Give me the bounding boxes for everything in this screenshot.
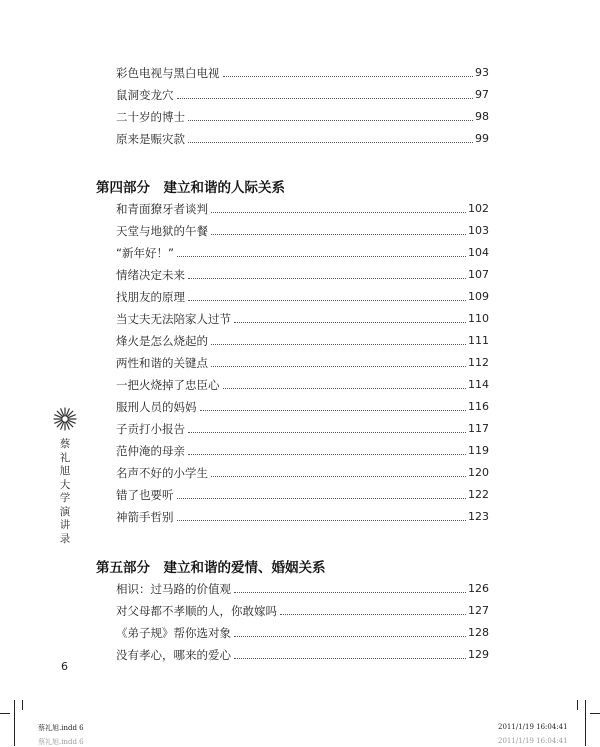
- section-heading-part4: 第四部分 建立和谐的人际关系: [96, 180, 285, 196]
- toc-entry-page: 109: [468, 290, 489, 303]
- toc-entry[interactable]: [116, 352, 489, 370]
- toc-entry-title: 名声不好的小学生: [116, 466, 208, 480]
- title-char: 礼: [59, 451, 71, 464]
- toc-entry-page: 126: [468, 582, 489, 595]
- crop-mark: [590, 713, 600, 714]
- toc-entry[interactable]: [116, 62, 489, 80]
- toc-entry-title: 烽火是怎么烧起的: [116, 334, 208, 348]
- leader-dots: [211, 344, 466, 345]
- leader-dots: [188, 454, 466, 455]
- leader-dots: [200, 410, 467, 411]
- toc-entry[interactable]: [116, 622, 489, 640]
- toc-entry[interactable]: [116, 644, 489, 662]
- toc-entry-title: 相识：过马路的价值观: [116, 582, 231, 596]
- toc-entry-title: 服刑人员的妈妈: [116, 400, 197, 414]
- toc-entry-title: 二十岁的博士: [116, 110, 185, 124]
- crop-mark: [585, 700, 586, 746]
- toc-entry[interactable]: [116, 84, 489, 102]
- toc-entry[interactable]: [116, 220, 489, 238]
- leader-dots: [177, 520, 467, 521]
- toc-entry-page: 104: [468, 246, 489, 259]
- toc-entry[interactable]: [116, 506, 489, 524]
- page-number: 6: [61, 660, 68, 673]
- toc-entry[interactable]: [116, 330, 489, 348]
- leader-dots: [211, 234, 466, 235]
- toc-entry-page: 111: [468, 334, 489, 347]
- toc-entry-title: 当丈夫无法陪家人过节: [116, 312, 231, 326]
- leader-dots: [177, 256, 466, 257]
- toc-entry[interactable]: [116, 600, 489, 618]
- leader-dots: [211, 366, 466, 367]
- toc-entry[interactable]: [116, 286, 489, 304]
- toc-entry-page: 110: [468, 312, 489, 325]
- title-char: 大: [59, 478, 71, 491]
- toc-entry-title: 《弟子规》帮你选对象: [116, 626, 231, 640]
- crop-mark: [22, 700, 23, 710]
- slug-filename-ghost: 蔡礼旭.indd 6: [38, 738, 84, 746]
- toc-entry[interactable]: [116, 308, 489, 326]
- toc-entry-page: 99: [475, 132, 489, 145]
- toc-entry-page: 117: [468, 422, 489, 435]
- toc-entry-page: 122: [468, 488, 489, 501]
- toc-entry[interactable]: [116, 462, 489, 480]
- toc-entry-page: 116: [468, 400, 489, 413]
- toc-entry-title: 一把火烧掉了忠臣心: [116, 378, 220, 392]
- toc-entry[interactable]: [116, 578, 489, 596]
- sunburst-emblem-icon: [52, 406, 78, 436]
- toc-entry-page: 129: [468, 648, 489, 661]
- leader-dots: [177, 98, 474, 99]
- slug-filename: 蔡礼旭.indd 6: [38, 724, 84, 732]
- toc-entry[interactable]: [116, 396, 489, 414]
- toc-entry-page: 93: [475, 66, 489, 79]
- toc-entry-title: 对父母都不孝顺的人，你敢嫁吗: [116, 604, 277, 618]
- toc-entry-title: 情绪决定未来: [116, 268, 185, 282]
- section-heading-part5: 第五部分 建立和谐的爱情、婚姻关系: [96, 560, 326, 576]
- leader-dots: [223, 388, 467, 389]
- toc-entry-title: 没有孝心，哪来的爱心: [116, 648, 231, 662]
- leader-dots: [223, 76, 474, 77]
- toc-entry-page: 119: [468, 444, 489, 457]
- toc-entry-page: 127: [468, 604, 489, 617]
- toc-entry[interactable]: [116, 242, 489, 260]
- leader-dots: [234, 322, 466, 323]
- title-char: 录: [59, 532, 71, 545]
- leader-dots: [211, 212, 466, 213]
- toc-entry-page: 107: [468, 268, 489, 281]
- toc-entry-title: “新年好！”: [116, 246, 174, 260]
- toc-entry-title: 错了也要听: [116, 488, 174, 502]
- toc-entry-page: 114: [468, 378, 489, 391]
- toc-entry[interactable]: [116, 198, 489, 216]
- toc-entry-title: 两性和谐的关键点: [116, 356, 208, 370]
- toc-entry-page: 103: [468, 224, 489, 237]
- vertical-running-title: [58, 438, 72, 546]
- toc-entry-page: 120: [468, 466, 489, 479]
- leader-dots: [280, 614, 466, 615]
- leader-dots: [188, 120, 473, 121]
- toc-entry[interactable]: [116, 418, 489, 436]
- toc-entry[interactable]: [116, 264, 489, 282]
- toc-entry-title: 和青面獠牙者谈判: [116, 202, 208, 216]
- leader-dots: [234, 658, 466, 659]
- toc-entry-title: 天堂与地狱的午餐: [116, 224, 208, 238]
- leader-dots: [188, 300, 466, 301]
- title-char: 演: [59, 505, 71, 518]
- slug-timestamp: 2011/1/19 16:04:41: [498, 723, 568, 731]
- toc-entry-page: 112: [468, 356, 489, 369]
- toc-entry-title: 子贡打小报告: [116, 422, 185, 436]
- toc-entry-page: 128: [468, 626, 489, 639]
- title-char: 讲: [59, 519, 71, 531]
- title-char: 旭: [59, 465, 71, 477]
- toc-entry[interactable]: [116, 440, 489, 458]
- leader-dots: [177, 498, 467, 499]
- toc-entry[interactable]: [116, 106, 489, 124]
- toc-entry-title: 找朋友的原理: [116, 290, 185, 304]
- toc-entry-title: 彩色电视与黑白电视: [116, 66, 220, 80]
- toc-entry-title: 原来是赈灾款: [116, 132, 185, 146]
- leader-dots: [234, 636, 466, 637]
- leader-dots: [234, 592, 466, 593]
- toc-entry[interactable]: [116, 128, 489, 146]
- crop-mark: [14, 700, 15, 746]
- toc-entry-page: 97: [475, 88, 489, 101]
- toc-entry-page: 98: [475, 110, 489, 123]
- title-char: 蔡: [59, 438, 71, 450]
- toc-entry-page: 123: [468, 510, 489, 523]
- leader-dots: [211, 476, 466, 477]
- toc-entry[interactable]: [116, 484, 489, 502]
- leader-dots: [188, 278, 466, 279]
- toc-entry-title: 范仲淹的母亲: [116, 444, 185, 458]
- leader-dots: [188, 142, 473, 143]
- sunburst-emblem-icon-svg: [52, 406, 78, 432]
- crop-mark: [577, 700, 578, 710]
- title-char: 学: [59, 492, 71, 504]
- toc-entry[interactable]: [116, 374, 489, 392]
- toc-entry-title: 神箭手哲别: [116, 510, 174, 524]
- leader-dots: [188, 432, 466, 433]
- slug-timestamp-ghost: 2011/1/19 16:04:41: [498, 737, 568, 745]
- toc-entry-page: 102: [468, 202, 489, 215]
- crop-mark: [0, 713, 10, 714]
- toc-entry-title: 鼠洞变龙穴: [116, 88, 174, 102]
